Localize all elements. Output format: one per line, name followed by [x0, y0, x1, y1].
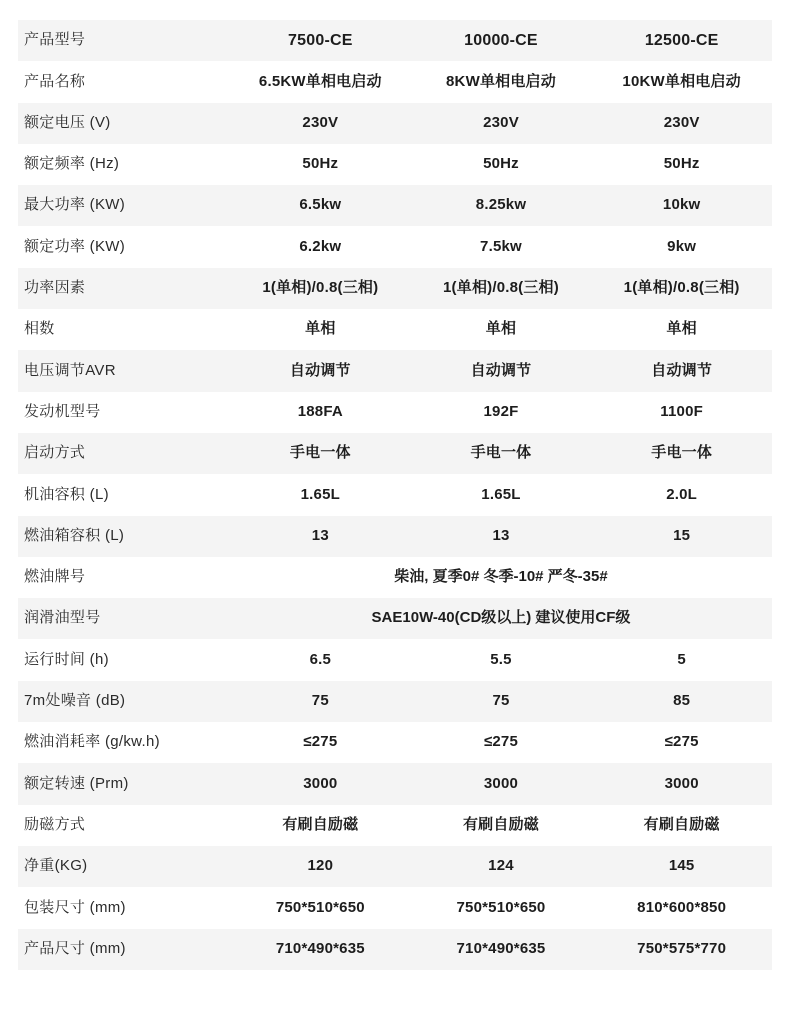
row-value: 13 [411, 516, 592, 557]
table-header-row [18, 20, 772, 61]
row-value: 3000 [230, 763, 411, 804]
row-value: 3000 [591, 763, 772, 804]
row-value: 6.5 [230, 639, 411, 680]
row-value: 有刷自励磁 [591, 805, 772, 846]
table-body [18, 20, 772, 970]
row-value: 15 [591, 516, 772, 557]
row-label: 功率因素 [18, 268, 230, 309]
row-value: 1(单相)/0.8(三相) [411, 268, 592, 309]
row-label: 发动机型号 [18, 392, 230, 433]
row-value: 手电一体 [591, 433, 772, 474]
row-value: 710*490*635 [411, 929, 592, 970]
row-label: 机油容积 (L) [18, 474, 230, 515]
row-value: 750*510*650 [230, 887, 411, 928]
table-row [18, 681, 772, 722]
row-value: 自动调节 [230, 350, 411, 391]
row-value: 7.5kw [411, 226, 592, 267]
table-row [18, 103, 772, 144]
row-value: 75 [411, 681, 592, 722]
row-value: 124 [411, 846, 592, 887]
row-value: 单相 [411, 309, 592, 350]
row-value: 145 [591, 846, 772, 887]
row-value: 75 [230, 681, 411, 722]
row-value: 230V [230, 103, 411, 144]
table-row [18, 846, 772, 887]
row-value: ≤275 [411, 722, 592, 763]
row-value: 有刷自励磁 [230, 805, 411, 846]
specification-table [18, 20, 772, 970]
row-label: 润滑油型号 [18, 598, 230, 639]
column-header-model: 12500-CE [591, 20, 772, 61]
row-value: 6.2kw [230, 226, 411, 267]
row-label: 额定功率 (KW) [18, 226, 230, 267]
row-value: 8.25kw [411, 185, 592, 226]
row-value: 9kw [591, 226, 772, 267]
row-value: 192F [411, 392, 592, 433]
row-value: 单相 [591, 309, 772, 350]
row-value: 2.0L [591, 474, 772, 515]
table-row [18, 598, 772, 639]
row-label: 净重(KG) [18, 846, 230, 887]
row-value: 13 [230, 516, 411, 557]
table-row [18, 929, 772, 970]
table-row [18, 433, 772, 474]
row-label: 额定电压 (V) [18, 103, 230, 144]
row-value: 5.5 [411, 639, 592, 680]
row-value: ≤275 [230, 722, 411, 763]
row-value: 750*510*650 [411, 887, 592, 928]
row-value: 8KW单相电启动 [411, 61, 592, 102]
row-label: 相数 [18, 309, 230, 350]
table-row [18, 226, 772, 267]
row-label: 产品名称 [18, 61, 230, 102]
row-value: 230V [591, 103, 772, 144]
row-value-merged: 柴油, 夏季0# 冬季-10# 严冬-35# [230, 557, 772, 598]
row-label: 燃油牌号 [18, 557, 230, 598]
table-row [18, 887, 772, 928]
row-label: 电压调节AVR [18, 350, 230, 391]
row-label: 额定转速 (Prm) [18, 763, 230, 804]
table-row [18, 144, 772, 185]
row-value: 1.65L [411, 474, 592, 515]
row-value: 750*575*770 [591, 929, 772, 970]
row-label: 产品尺寸 (mm) [18, 929, 230, 970]
column-header-model: 10000-CE [411, 20, 592, 61]
row-value: 85 [591, 681, 772, 722]
table-row [18, 763, 772, 804]
row-value: 1(单相)/0.8(三相) [591, 268, 772, 309]
row-label: 启动方式 [18, 433, 230, 474]
table-row [18, 516, 772, 557]
row-label: 包装尺寸 (mm) [18, 887, 230, 928]
row-value: 1100F [591, 392, 772, 433]
row-value: 自动调节 [411, 350, 592, 391]
row-value: 5 [591, 639, 772, 680]
table-row [18, 722, 772, 763]
row-value: 手电一体 [411, 433, 592, 474]
table-row [18, 268, 772, 309]
row-value: 单相 [230, 309, 411, 350]
row-label: 额定频率 (Hz) [18, 144, 230, 185]
table-row [18, 350, 772, 391]
row-value: 188FA [230, 392, 411, 433]
row-value: 10KW单相电启动 [591, 61, 772, 102]
row-value: 有刷自励磁 [411, 805, 592, 846]
row-value: 手电一体 [230, 433, 411, 474]
table-row [18, 805, 772, 846]
row-value: 120 [230, 846, 411, 887]
row-label: 励磁方式 [18, 805, 230, 846]
row-label: 燃油消耗率 (g/kw.h) [18, 722, 230, 763]
row-value: ≤275 [591, 722, 772, 763]
row-value-merged: SAE10W-40(CD级以上) 建议使用CF级 [230, 598, 772, 639]
column-header-label: 产品型号 [18, 20, 230, 61]
table-row [18, 185, 772, 226]
row-value: 710*490*635 [230, 929, 411, 970]
row-value: 230V [411, 103, 592, 144]
row-value: 50Hz [591, 144, 772, 185]
column-header-model: 7500-CE [230, 20, 411, 61]
row-label: 运行时间 (h) [18, 639, 230, 680]
table-row [18, 557, 772, 598]
row-value: 自动调节 [591, 350, 772, 391]
row-value: 50Hz [411, 144, 592, 185]
row-label: 燃油箱容积 (L) [18, 516, 230, 557]
row-value: 6.5KW单相电启动 [230, 61, 411, 102]
row-value: 6.5kw [230, 185, 411, 226]
row-value: 1(单相)/0.8(三相) [230, 268, 411, 309]
table-row [18, 392, 772, 433]
row-value: 810*600*850 [591, 887, 772, 928]
row-value: 10kw [591, 185, 772, 226]
table-row [18, 474, 772, 515]
row-label: 最大功率 (KW) [18, 185, 230, 226]
row-value: 3000 [411, 763, 592, 804]
table-row [18, 309, 772, 350]
table-row [18, 639, 772, 680]
row-label: 7m处噪音 (dB) [18, 681, 230, 722]
table-row [18, 61, 772, 102]
row-value: 50Hz [230, 144, 411, 185]
row-value: 1.65L [230, 474, 411, 515]
